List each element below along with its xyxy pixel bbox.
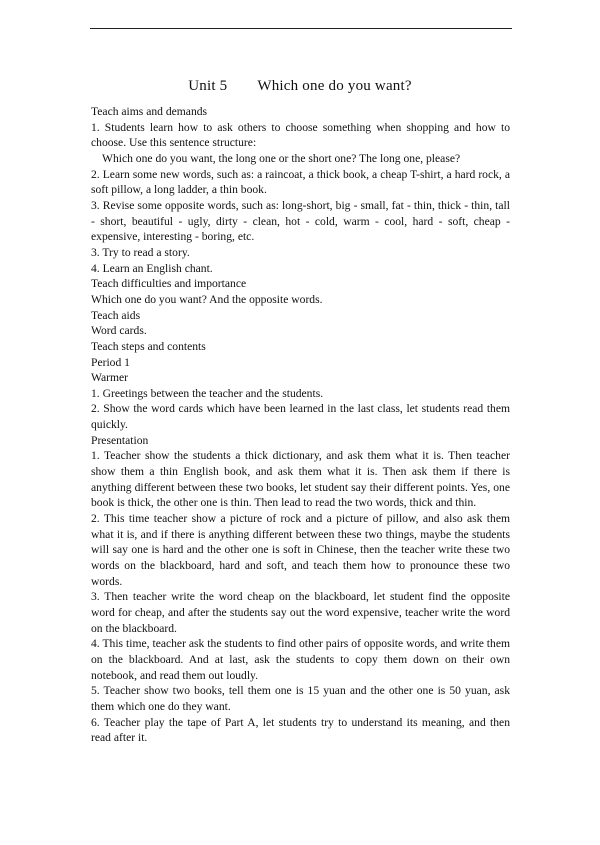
period-label: Period 1 <box>91 355 130 369</box>
aim-item-4: 4. Learn an English chant. <box>91 261 213 275</box>
presentation-item-2: 2. This time teacher show a picture of rock and a picture of pillow, and also ask them what it is, and if there is anything different between these two things, maybe the students will say one is hard and the other one is soft in Chinese, then the teacher write these two words on the blackboard, hard and soft, and teach them how to pronounce these two words. <box>91 512 510 588</box>
sentence-structure: Which one do you want, the long one or the short one? The long one, please? <box>102 151 461 165</box>
presentation-item-1: 1. Teacher show the students a thick dictionary, and ask them what it is. Then teacher show them a thin English book, and ask them what it is. Then ask them if there is anything different between these two books, let student say their different points. Yes, one book is thick, the other one is thin. Then lead to read the two words, thick and thin. <box>91 449 510 510</box>
title-unit: Unit 5 <box>188 78 228 94</box>
warmer-heading: Warmer <box>91 371 129 385</box>
aim-item-2: 2. Learn some new words, such as: a raincoat, a thick book, a cheap T-shirt, a hard rock, a soft pillow, a long ladder, a thin book. <box>91 167 510 197</box>
difficulties-text: Which one do you want? And the opposite words. <box>91 292 323 306</box>
presentation-item-5: 5. Teacher show two books, tell them one is 15 yuan and the other one is 50 yuan, ask them which one do they want. <box>91 684 510 713</box>
aim-item-3b: 3. Try to read a story. <box>91 245 190 259</box>
warmer-item-1: 1. Greetings between the teacher and the students. <box>91 386 324 400</box>
warmer-item-2: 2. Show the word cards which have been learned in the last class, let students read them quickly. <box>91 402 510 432</box>
title-text: Which one do you want? <box>257 78 412 94</box>
aids-text: Word cards. <box>91 324 147 338</box>
aim-item-3: 3. Revise some opposite words, such as: long-short, big - small, fat - thin, thick - thin, tall - short, beautiful - ugly, dirty - clean, hot - cold, warm - cool, hard - soft, cheap - expensive, interesting - boring, etc. <box>91 198 510 244</box>
presentation-heading: Presentation <box>91 433 149 447</box>
section-heading-aims: Teach aims and demands <box>91 105 208 118</box>
document-body <box>91 104 510 746</box>
aim-item-1: 1. Students learn how to ask others to choose something when shopping and how to choose. Use this sentence structure: <box>91 120 510 150</box>
section-heading-aids: Teach aids <box>91 308 141 322</box>
presentation-item-4: 4. This time, teacher ask the students to find other pairs of opposite words, and write them on the blackboard. And at last, ask the students to copy them down on their own notebook, and read them out loudly. <box>91 637 510 682</box>
header-rule <box>90 28 512 29</box>
presentation-item-3: 3. Then teacher write the word cheap on the blackboard, let student find the opposite word for cheap, and after the students say out the word expensive, teacher write the word on the blackboard. <box>91 590 510 635</box>
section-heading-steps: Teach steps and contents <box>91 339 206 353</box>
page-title <box>0 78 600 95</box>
section-heading-difficulties: Teach difficulties and importance <box>91 277 247 291</box>
presentation-item-6: 6. Teacher play the tape of Part A, let students try to understand its meaning, and then read after it. <box>91 715 510 745</box>
